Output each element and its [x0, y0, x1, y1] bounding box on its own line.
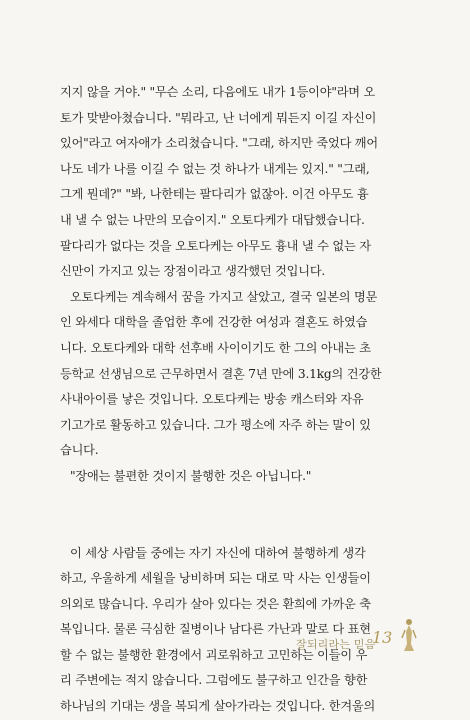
text-line: 복입니다. 물론 극심한 질병이나 남다른 가난과 말로 다 표현 — [60, 622, 371, 637]
body-text — [60, 80, 400, 720]
text-line: 이 세상 사람들 중에는 자기 자신에 대하여 불행하게 생각 — [70, 545, 366, 560]
text-line: 의외로 많습니다. 우리가 살아 있다는 것은 환희에 가까운 축 — [60, 596, 371, 611]
text-line: 팔다리가 없다는 것을 오토다케는 아무도 흉내 낼 수 없는 자 — [60, 238, 371, 253]
text-line: 하나님의 기대는 생을 복되게 살아가라는 것입니다. 한겨울의 — [60, 699, 376, 714]
paragraph-gap — [60, 490, 400, 541]
text-line: 기고가로 활동하고 있습니다. 그가 평소에 자주 하는 말이 있 — [60, 417, 371, 432]
text-line: 오토다케는 계속해서 꿈을 가지고 살았고, 결국 일본의 명문 — [70, 289, 378, 304]
text-line: 내 낼 수 없는 나만의 모습이지." 오토다케가 대답했습니다. — [60, 212, 365, 227]
decorative-figure-icon — [400, 618, 418, 652]
text-line: 하고, 우울하게 세월을 낭비하며 되는 대로 막 사는 인생들이 — [60, 571, 371, 586]
text-line: 지지 않을 거야." "무슨 소리, 다음에도 내가 1등이야"라며 오 — [60, 85, 376, 99]
text-line: 있어"라고 여자애가 소리쳤습니다. "그래, 하지만 죽었다 깨어 — [60, 136, 378, 151]
text-line: 리 주변에는 적지 않습니다. 그럼에도 불구하고 인간을 향한 — [60, 673, 368, 688]
text-line: 사내아이를 낳은 것입니다. 오토다케는 방송 캐스터와 자유 — [60, 392, 364, 407]
text-line: 그게 뭔데?" "봐, 나한테는 팔다리가 없잖아. 이건 아무도 흉 — [60, 187, 369, 202]
text-line: 니다. 오토다케와 대학 선후배 사이이기도 한 그의 아내는 초 — [60, 340, 371, 355]
text-line: 신만이 가지고 있는 장점이라고 생각했던 것입니다. — [60, 264, 326, 279]
text-line: 나도 네가 나를 이길 수 없는 것 하나가 내게는 있지." "그래, — [60, 161, 370, 176]
text-line: 인 와세다 대학을 졸업한 후에 건강한 여성과 결혼도 하였습 — [60, 315, 368, 330]
quote-line: "장애는 불편한 것이지 불행한 것은 아닙니다." — [70, 468, 312, 483]
page-number: 13 — [372, 628, 393, 647]
text-line: 토가 맞받아쳤습니다. "뭐라고, 난 너에게 뭐든지 이길 자신이 — [60, 110, 377, 125]
text-line: 할 수 없는 불행한 환경에서 괴로워하고 고민하는 이들이 우 — [60, 647, 368, 662]
text-line: 등학교 선생님으로 근무하면서 결혼 7년 만에 3.1kg의 건강한 — [60, 366, 382, 381]
running-title: 잘되리라는 믿음 — [296, 638, 376, 651]
text-line: 습니다. — [60, 443, 99, 458]
